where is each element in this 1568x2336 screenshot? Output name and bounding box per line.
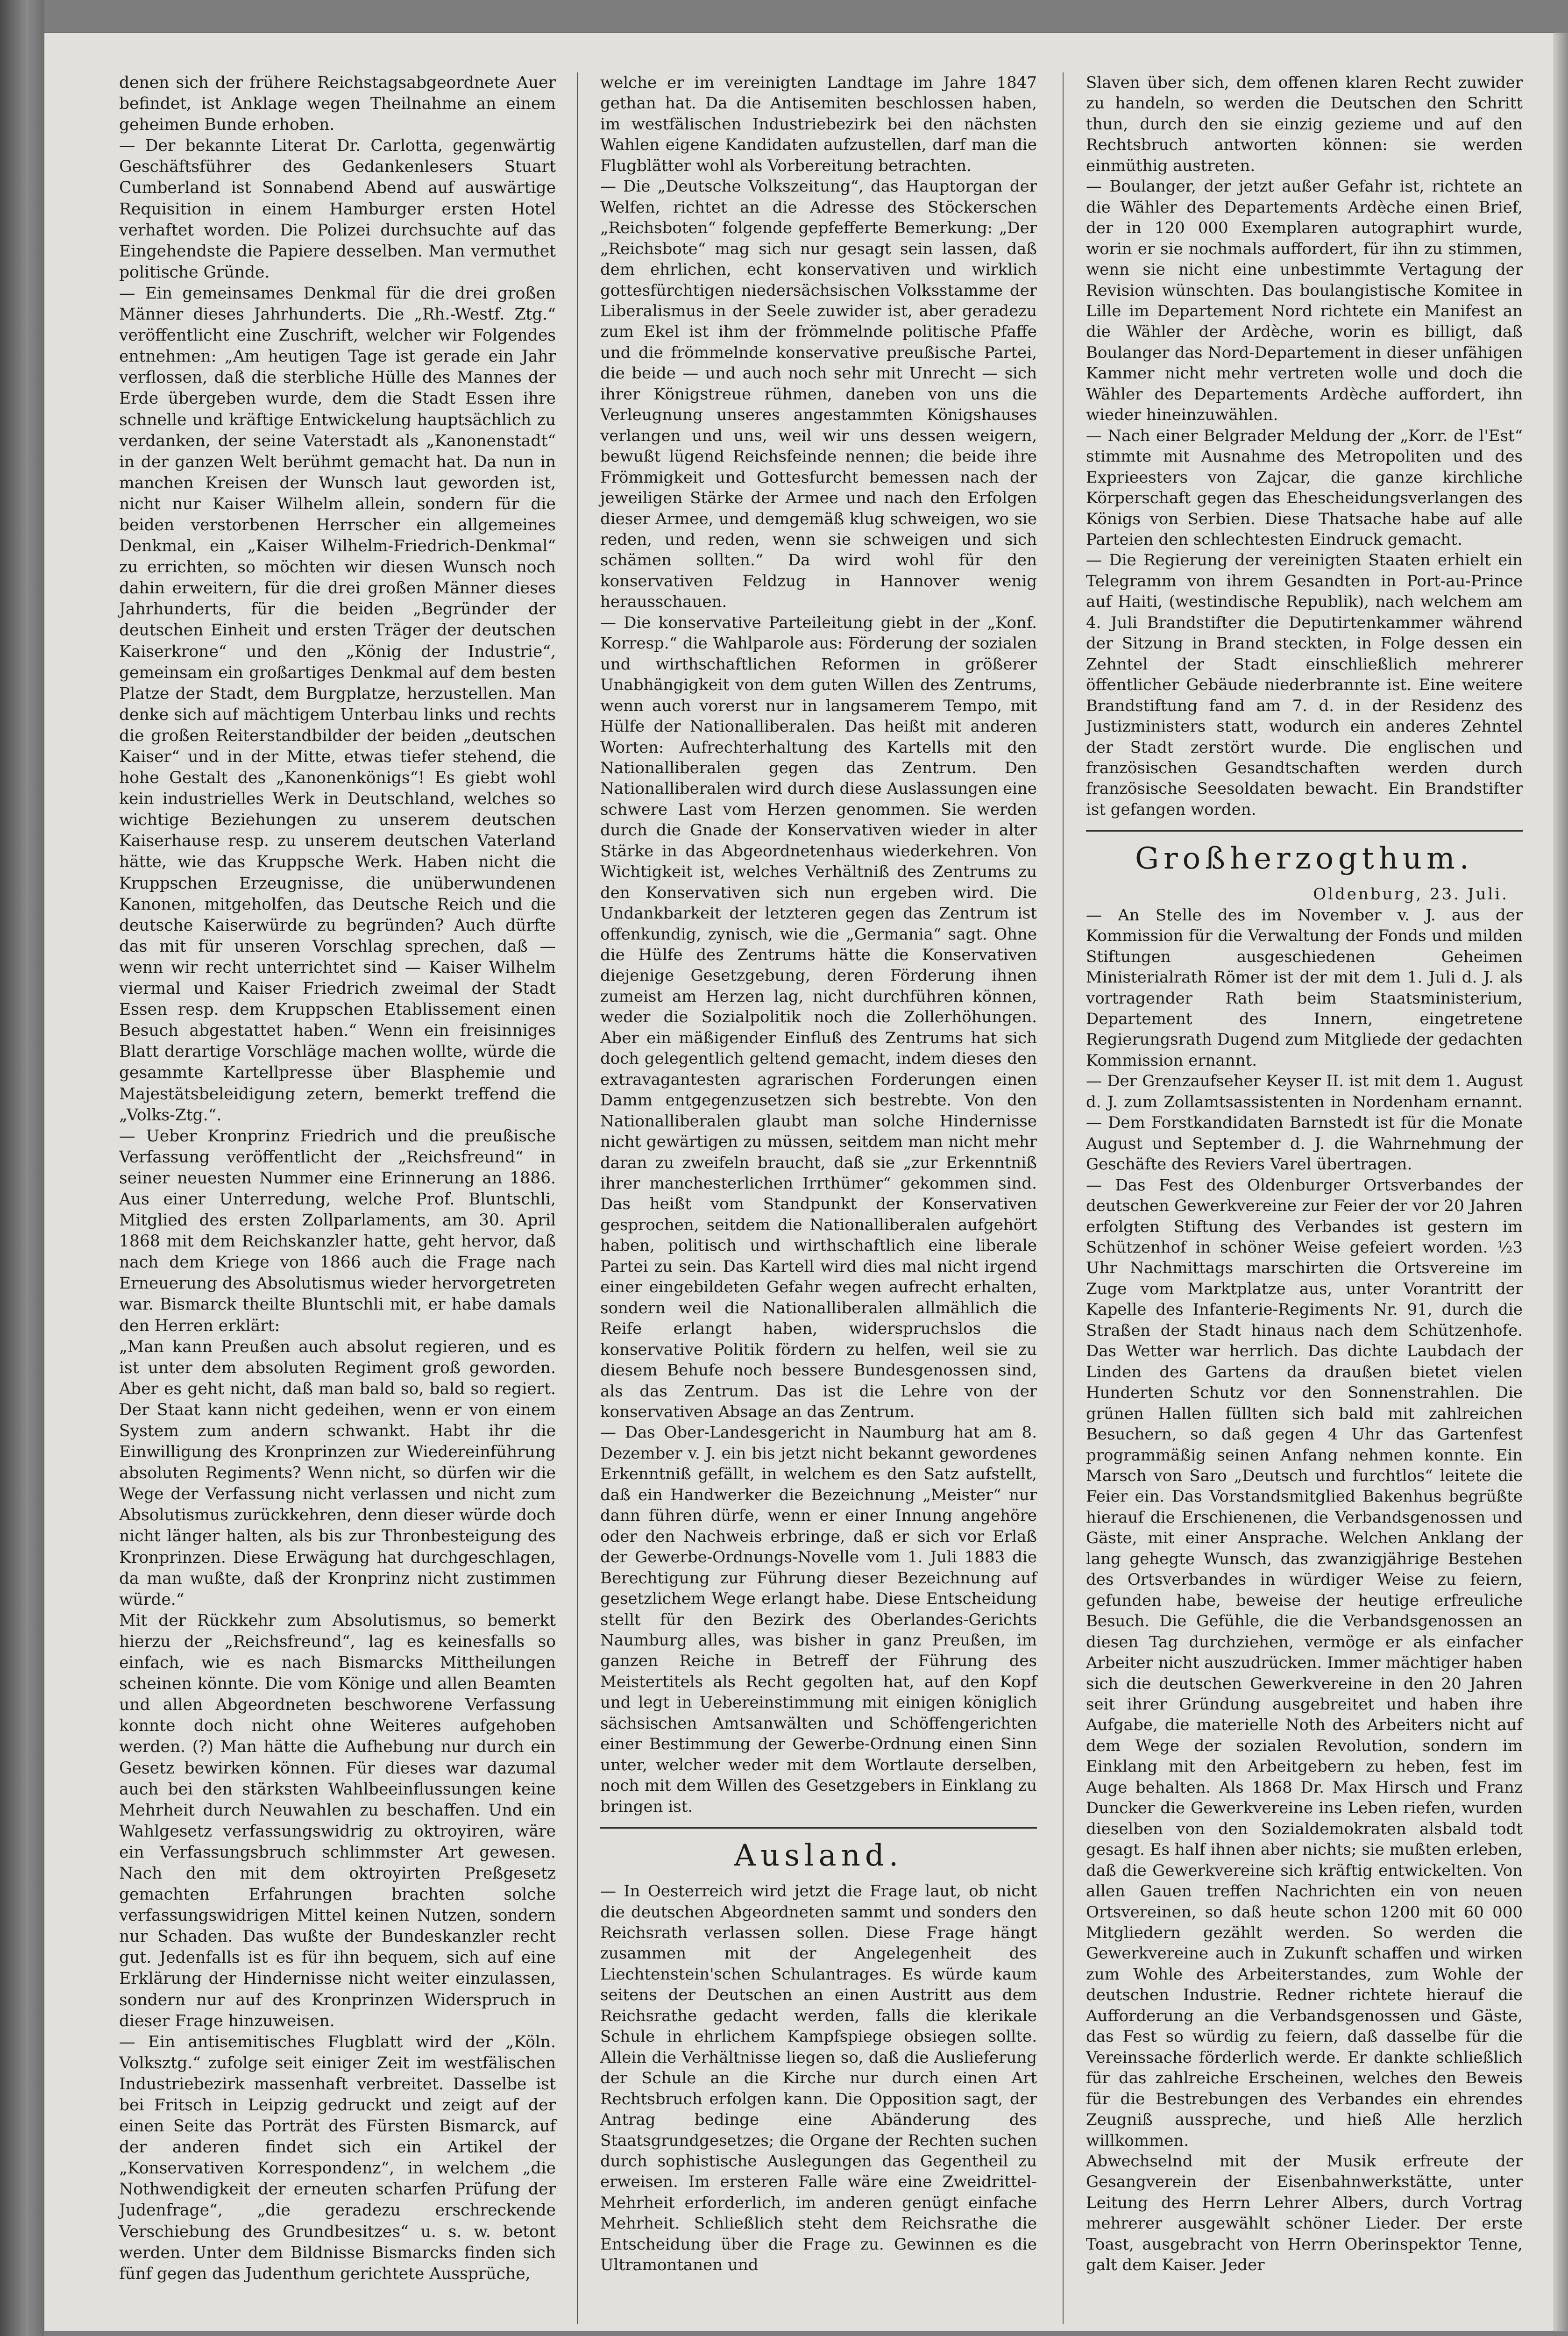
article-paragraph: — Der bekannte Literat Dr. Carlotta, gegenwärtig Geschäftsführer des Gedankenlesers Stuart Cumberland ist Sonnabend Abend auf auswärtige Requisition in einem Hamburger ersten Hotel verhaftet worden. Die Polizei durchsuchte auf das Eingehendste die Papiere desselben. Man vermuthet politische Gründe. <box>119 136 556 282</box>
article-paragraph: — Das Ober-Landesgericht in Naumburg hat am 8. Dezember v. J. ein bis jetzt nicht bekannt gewordenes Erkenntniß gefällt, in welchem es den Satz aufstellt, daß ein Handwerker die Bezeichnung „Meister“ nur dann führen dürfe, wenn er einer Innung angehöre oder den Nachweis erbringe, daß er sich vor Erlaß der Gewerbe-Ordnungs-Novelle vom 1. Juli 1883 die Berechtigung zur Führung dieser Bezeichnung auf gesetzlichem Wege erlangt habe. Diese Entscheidung stellt für den Bezirk des Oberlandes-Gerichts Naumburg alles, was bisher in ganz Preußen, im ganzen Reiche in Betreff der Führung des Meistertitels als Recht gegolten hat, auf den Kopf und legt in Uebereinstimmung mit einigen königlich sächsischen Amtsanwälten und Schöffengerichten einer Bestimmung der Gewerbe-Ordnung einen Sinn unter, welcher weder mit dem Wortlaute derselben, noch mit dem Willen des Gesetzgebers in Einklang zu bringen ist. <box>600 1423 1037 1816</box>
article-paragraph: — Die konservative Parteileitung giebt in der „Konf. Korresp.“ die Wahlparole aus: Förderung der sozialen und wirthschaftlichen Reformen in größerer Unabhängigkeit von dem guten Willen des Zentrums, wenn auch vorerst nur in langsamerem Tempo, mit Hülfe der Nationalliberalen. Das heißt mit anderen Worten: Aufrechterhaltung des Kartells mit den Nationalliberalen gegen das Zentrum. Den Nationalliberalen wird durch diese Auslassungen eine schwere Last vom Herzen genommen. Sie werden durch die Gnade der Konservativen wieder in alter Stärke in das Abgeordnetenhaus wiederkehren. Von Wichtigkeit ist, welches Verhältniß des Zentrums zu den Konservativen sich nun ergeben wird. Die Undankbarkeit der letzteren gegen das Zentrum ist offenkundig, zynisch, wie die „Germania“ sagt. Ohne die Hülfe des Zentrums hätte die Konservativen diejenige Gesetzgebung, deren Förderung ihnen zumeist am Herzen lag, nicht durchführen können, weder die Sozialpolitik noch die Zollerhöhungen. Aber ein mäßigender Einfluß des Zentrums hat sich doch gelegentlich geltend gemacht, indem dieses den extravagantesten agrarischen Forderungen einen Damm entgegenzusetzen sich bestrebte. Von den Nationalliberalen glaubt man solche Hindernisse nicht gewärtigen zu müssen, seitdem man nicht mehr daran zu zweifeln braucht, daß sie „zur Erkenntniß ihrer manchesterlichen Irrthümer“ gekommen sind. Das heißt vom Standpunkt der Konservativen gesprochen, seitdem die Nationalliberalen aufgehört haben, politisch und wirthschaftlich eine liberale Partei zu sein. Das Kartell wird dies mal nicht irgend einer eingebildeten Gefahr wegen aufrecht erhalten, sondern weil die Nationalliberalen allmählich die Reife erlangt haben, widerspruchslos die konservative Politik fördern zu helfen, weil sie zu diesem Behufe noch bessere Bundesgenossen sind, als das Zentrum. Das ist die Lehre von der konservativen Absage an das Zentrum. <box>600 613 1037 1421</box>
article-paragraph: Mit der Rückkehr zum Absolutismus, so bemerkt hierzu der „Reichsfreund“, lag es keinesfalls so einfach, wie es nach Bismarcks Mittheilungen scheinen könnte. Die vom Könige und allen Beamten und allen Abgeordneten beschworene Verfassung konnte doch nicht ohne Weiteres aufgehoben werden. (?) Man hätte die Aufhebung nur durch ein Gesetz bewirken können. Für dieses war dazumal auch bei den stärksten Wahlbeeinflussungen keine Mehrheit durch Neuwahlen zu beschaffen. Und ein Wahlgesetz verfassungswidrig zu oktroyiren, wäre ein Verfassungsbruch schlimmster Art gewesen. Nach den mit dem oktroyirten Preßgesetz gemachten Erfahrungen brachten solche verfassungswidrigen Mittel keinen Nutzen, sondern nur Schaden. Das wußte der Bundeskanzler recht gut. Jedenfalls ist es für ihn bequem, sich auf eine Erklärung der Hindernisse nicht weiter einzulassen, sondern nur auf des Kronprinzen Widerspruch in dieser Frage hinzuweisen. <box>119 1611 556 2030</box>
section-rule <box>1086 830 1523 832</box>
article-paragraph: — Nach einer Belgrader Meldung der „Korr. de l'Est“ stimmte mit Ausnahme des Metropoliten und des Exprieesters von Zajcar, die ganze kirchliche Körperschaft gegen das Ehescheidungsverlangen des Königs von Serbien. Diese Thatsache habe auf alle Parteien den schlechtesten Eindruck gemacht. <box>1086 426 1523 549</box>
article-paragraph: — Boulanger, der jetzt außer Gefahr ist, richtete an die Wähler des Departements Ardèche einen Brief, der in 120 000 Exemplaren autographirt wurde, worin er sie nochmals auffordert, für ihn zu stimmen, wenn sie nicht eine unbestimmte Vertagung der Revision wünschten. Das boulangistische Komitee in Lille im Departement Nord richtete ein Manifest an die Wähler der Ardèche, worin es billigt, daß Boulanger das Nord-Departement in dieser unfähigen Kammer nicht mehr vertreten wolle und doch die Wähler des Departements Ardèche auffordert, ihn wieder hineinzuwählen. <box>1086 177 1523 425</box>
column-1 <box>119 72 556 2285</box>
section-rule <box>600 1827 1037 1829</box>
column-3 <box>1086 72 1523 2276</box>
article-paragraph: — Die Regierung der vereinigten Staaten erhielt ein Telegramm von ihrem Gesandten in Port-au-Prince auf Haiti, (westindische Republik), nach welchem am 4. Juli Brandstifter die Deputirtenkammer während der Sitzung in Brand steckten, in Folge dessen ein Zehntel der Stadt einschließlich mehrerer öffentlicher Gebäude niederbrannte ist. Eine weitere Brandstiftung fand am 7. d. in der Residenz des Justizministers statt, wodurch ein anderes Zehntel der Stadt zerstört wurde. Die englischen und französischen Gesandtschaften werden durch französische Seesoldaten bewacht. Ein Brandstifter ist gefangen worden. <box>1086 551 1523 819</box>
book-spine <box>0 0 44 2336</box>
article-paragraph: — Das Fest des Oldenburger Ortsverbandes der deutschen Gewerkvereine zur Feier der vor 20 Jahren erfolgten Stiftung des Verbandes ist gestern im Schützenhof in schöner Weise gefeiert worden. ½3 Uhr Nachmittags marschirten die Ortsvereine im Zuge vom Marktplatze aus, unter Vorantritt der Kapelle des Infanterie-Regiments Nr. 91, durch die Straßen der Stadt hinaus nach dem Schützenhofe. Das Wetter war herrlich. Das dichte Laubdach der Linden des Gartens da draußen bietet vielen Hunderten Schutz vor den Sonnenstrahlen. Die grünen Hallen füllten sich bald mit zahlreichen Besuchern, so daß gegen 4 Uhr das Gartenfest programmäßig seinen Anfang nehmen konnte. Ein Marsch von Saro „Deutsch und furchtlos“ leitete die Feier ein. Das Vorstandsmitglied Bakenhus begrüßte hierauf die Erschienenen, die Verbandsgenossen und Gäste, mit einer Ansprache. Welchen Anklang der lang gehegte Wunsch, das zwanzigjährige Bestehen des Ortsverbandes in würdiger Weise zu feiern, gefunden habe, beweise der heutige erfreuliche Besuch. Die Gefühle, die die Verbandsgenossen an diesen Tag durchziehen, vermöge er als einfacher Arbeiter nicht auszudrücken. Immer mächtiger haben sich die deutschen Gewerkvereine in den 20 Jahren seit ihrer Gründung ausgebreitet und haben ihre Aufgabe, die materielle Noth des Arbeiters nicht auf dem Wege der sozialen Revolution, sondern im Einklang mit den Arbeitgebern zu heben, fest im Auge behalten. Als 1868 Dr. Max Hirsch und Franz Duncker die Gewerkvereine ins Leben riefen, wurden dieselben von den Sozialdemokraten alsbald todt gesagt. Es half ihnen aber nichts; sie mußten erleben, daß die Gewerkvereine sich kräftig entwickelten. Von allen Gauen treffen Nachrichten ein von neuen Ortsvereinen, so daß heute schon 1200 mit 60 000 Mitgliedern gezählt werden. So werden die Gewerkvereine auch in Zukunft schaffen und wirken zum Wohle des Arbeiterstandes, zum Wohle der deutschen Industrie. Redner richtete hierauf die Aufforderung an die Verbandsgenossen und Gäste, das Fest so würdig zu feiern, daß dasselbe für die Vereinssache förderlich werde. Er dankte schließlich für das zahlreiche Erscheinen, welches den Beweis für die Bestrebungen des Verbandes ein ehrendes Zeugniß ausspreche, und hieß Alle herzlich willkommen. <box>1086 1175 1523 2150</box>
article-paragraph: Abwechselnd mit der Musik erfreute der Gesangverein der Eisenbahnwerkstätte, unter Leitung des Herrn Lehrer Albers, durch Vortrag mehrerer ausgewählt schöner Lieder. Der erste Toast, ausgebracht von Herrn Oberinspektor Tenne, galt dem Kaiser. Jeder <box>1086 2151 1523 2275</box>
article-paragraph: — An Stelle des im November v. J. aus der Kommission für die Verwaltung der Fonds und milden Stiftungen ausgeschiedenen Geheimen Ministerialrath Römer ist der mit dem 1. Juli d. J. als vortragender Rath beim Staatsministerium, Departement des Innern, eingetretene Regierungsrath Dugend zum Mitgliede der gedachten Kommission ernannt. <box>1086 905 1523 1070</box>
article-paragraph: — Ein gemeinsames Denkmal für die drei großen Männer dieses Jahrhunderts. Die „Rh.-Westf. Ztg.“ veröffentlicht eine Zuschrift, welcher wir Folgendes entnehmen: „Am heutigen Tage ist gerade ein Jahr verflossen, daß die sterbliche Hülle des Mannes der Erde übergeben wurde, dem die Stadt Essen ihre schnelle und kräftige Entwickelung hauptsächlich zu verdanken, der seine Vaterstadt als „Kanonenstadt“ in der ganzen Welt berühmt gemacht hat. Da nun in manchen Kreisen der Wunsch laut geworden ist, nicht nur Kaiser Wilhelm allein, sondern für die beiden verstorbenen Herrscher ein allgemeines Denkmal, ein „Kaiser Wilhelm-Friedrich-Denkmal“ zu errichten, so möchten wir diesen Wunsch noch dahin erweitern, für die drei großen Männer dieses Jahrhunderts, für die beiden „Begründer der deutschen Einheit und ersten Träger der deutschen Kaiserkrone“ und den „König der Industrie“, gemeinsam ein großartiges Denkmal auf dem besten Platze der Stadt, dem Burgplatze, herzustellen. Man denke sich auf mächtigem Unterbau links und rechts die großen Reiterstandbilder der beiden „deutschen Kaiser“ und in der Mitte, etwas tiefer stehend, die hohe Gestalt des „Kanonenkönigs“! Es giebt wohl kein industrielles Werk in Deutschland, welches so wichtige Beziehungen zu unserem deutschen Kaiserhause resp. zu unserem deutschen Vaterland hätte, wie das Kruppsche Werk. Haben nicht die Kruppschen Erzeugnisse, die unüberwundenen Kanonen, mitgeholfen, das Deutsche Reich und die deutsche Kaiserwürde zu begründen? Auch dürfte das mit für unseren Vorschlag sprechen, daß — wenn wir recht unterrichtet sind — Kaiser Wilhelm viermal und Kaiser Friedrich zweimal der Stadt Essen resp. dem Kruppschen Etablissement einen Besuch abgestattet haben.“ Wenn ein freisinniges Blatt derartige Vorschläge machen wollte, würde die gesammte Kartellpresse über Blasphemie und Majestätsbeleidigung zetern, bemerkt treffend die „Volks-Ztg.“. <box>119 284 556 1125</box>
section-title-ausland: Ausland. <box>734 1838 903 1873</box>
dateline: Oldenburg, 23. Juli. <box>1313 885 1509 904</box>
article-paragraph: — Der Grenzaufseher Keyser II. ist mit dem 1. August d. J. zum Zollamtsassistenten in Nordenham ernannt. — Dem Forstkandidaten Barnstedt ist für die Monate August und September d. J. die Wahrnehmung der Geschäfte des Reviers Varel übertragen. <box>1086 1072 1523 1174</box>
column-rule <box>1063 72 1064 2324</box>
article-paragraph: denen sich der frühere Reichstagsabgeordnete Auer befindet, ist Anklage wegen Theilnahme an einem geheimen Bunde erhoben. <box>119 73 556 135</box>
article-paragraph: — Ueber Kronprinz Friedrich und die preußische Verfassung veröffentlicht der „Reichsfreund“ in seiner neuesten Nummer eine Erinnerung an 1886. Aus einer Unterredung, welche Prof. Bluntschli, Mitglied des ersten Zollparlaments, am 30. April 1868 mit dem Reichskanzler hatte, geht hervor, daß nach dem Kriege von 1866 auch die Frage nach Erneuerung des Absolutismus wieder hervorgetreten war. Bismarck theilte Bluntschli mit, er habe damals den Herren erklärt: <box>119 1126 556 1335</box>
section-title-grossherzogthum: Großherzogthum. <box>1135 841 1474 876</box>
article-paragraph: Slaven über sich, dem offenen klaren Recht zuwider zu handeln, so werden die Deutschen den Schritt thun, durch den sie einzig gezieme und auf den Rechtsbruch antworten können: sie werden einmüthig austreten. <box>1086 73 1523 175</box>
article-paragraph: — Die „Deutsche Volkszeitung“, das Hauptorgan der Welfen, richtet an die Adresse des Stöckerschen „Reichsboten“ folgende gepfefferte Bemerkung: „Der „Reichsbote“ mag sich nur gesagt sein lassen, daß dem ehrlichen, echt konservativen und wirklich gottesfürchtigen niedersächsischen Volksstamme der Liberalismus in der Seele zuwider ist, aber geradezu zum Ekel ist ihm der frömmelnde politische Pfaffe und die frömmelnde konservative preußische Partei, die beide — und auch noch sehr mit Unrecht — sich ihrer Königstreue rühmen, daneben von uns die Verleugnung unseres angestammten Königshauses verlangen und uns, weil wir uns dessen weigern, bewußt lügend Reichsfeinde nennen; die beide ihre Frömmigkeit und Gottesfurcht bemessen nach der jeweiligen Stärke der Armee und nach den Erfolgen dieser Armee, und demgemäß klug schweigen, wo sie reden, und reden, wenn sie schweigen und sich schämen sollten.“ Da wird wohl für den konservativen Feldzug in Hannover wenig herausschauen. <box>600 177 1037 612</box>
page-edge <box>1553 33 1568 2331</box>
article-paragraph: — Ein antisemitisches Flugblatt wird der „Köln. Volksztg.“ zufolge seit einiger Zeit im westfälischen Industriebezirk massenhaft verbreitet. Dasselbe ist bei Fritsch in Leipzig gedruckt und zeigt auf der einen Seite das Porträt des Fürsten Bismarck, auf der anderen findet sich ein Artikel der „Konservativen Korrespondenz“, in welchem „die Nothwendigkeit der erneuten scharfen Prüfung der Judenfrage“, „die geradezu erschreckende Verschiebung des Grundbesitzes“ u. s. w. betont werden. Unter dem Bildnisse Bismarcks finden sich fünf gegen das Judenthum gerichtete Aussprüche, <box>119 2032 556 2283</box>
column-rule <box>577 72 578 2324</box>
column-2 <box>600 72 1037 2276</box>
article-paragraph: — In Oesterreich wird jetzt die Frage laut, ob nicht die deutschen Abgeordneten sammt und sonders den Reichsrath verlassen sollen. Diese Frage hängt zusammen mit der Angelegenheit des Liechtenstein'schen Schulantrages. Es würde kaum seitens der Deutschen an einen Austritt aus dem Reichsrathe gedacht werden, falls die klerikale Schule in ehrlichem Kampfspiege obsiegen sollte. Allein die Verhältnisse liegen so, daß die Auslieferung der Schule an die Kirche nur durch einen Art Rechtsbruch erfolgen kann. Die Opposition sagt, der Antrag bedinge eine Abänderung des Staatsgrundgesetzes; die Organe der Rechten suchen durch sophistische Auslegungen das Gegentheil zu erweisen. Im ersteren Falle wäre eine Zweidrittel-Mehrheit erforderlich, im anderen genügt einfache Mehrheit. Schließlich steht dem Reichsrathe die Entscheidung über die Frage zu. Gewinnen es die Ultramontanen und <box>600 1882 1037 2275</box>
article-paragraph: „Man kann Preußen auch absolut regieren, und es ist unter dem absoluten Regiment groß geworden. Aber es geht nicht, daß man bald so, bald so regiert. Der Staat kann nicht gedeihen, wenn er von einem System zum andern schwankt. Habt ihr die Einwilligung des Kronprinzen zur Wiedereinführung absoluten Regiments? Wenn nicht, so dürfen wir die Wege der Verfassung nicht verlassen und nicht zum Absolutismus zurückkehren, denn dieser würde doch nicht länger halten, als bis zur Thronbesteigung des Kronprinzen. Diese Erwägung hat durchgeschlagen, da man wußte, daß der Kronprinz nicht zustimmen würde.“ <box>119 1337 556 1609</box>
article-paragraph: welche er im vereinigten Landtage im Jahre 1847 gethan hat. Da die Antisemiten beschlossen haben, im westfälischen Industriebezirk bei den nächsten Wahlen eigene Kandidaten aufzustellen, darf man die Flugblätter wohl als Vorbereitung betrachten. <box>600 73 1037 175</box>
